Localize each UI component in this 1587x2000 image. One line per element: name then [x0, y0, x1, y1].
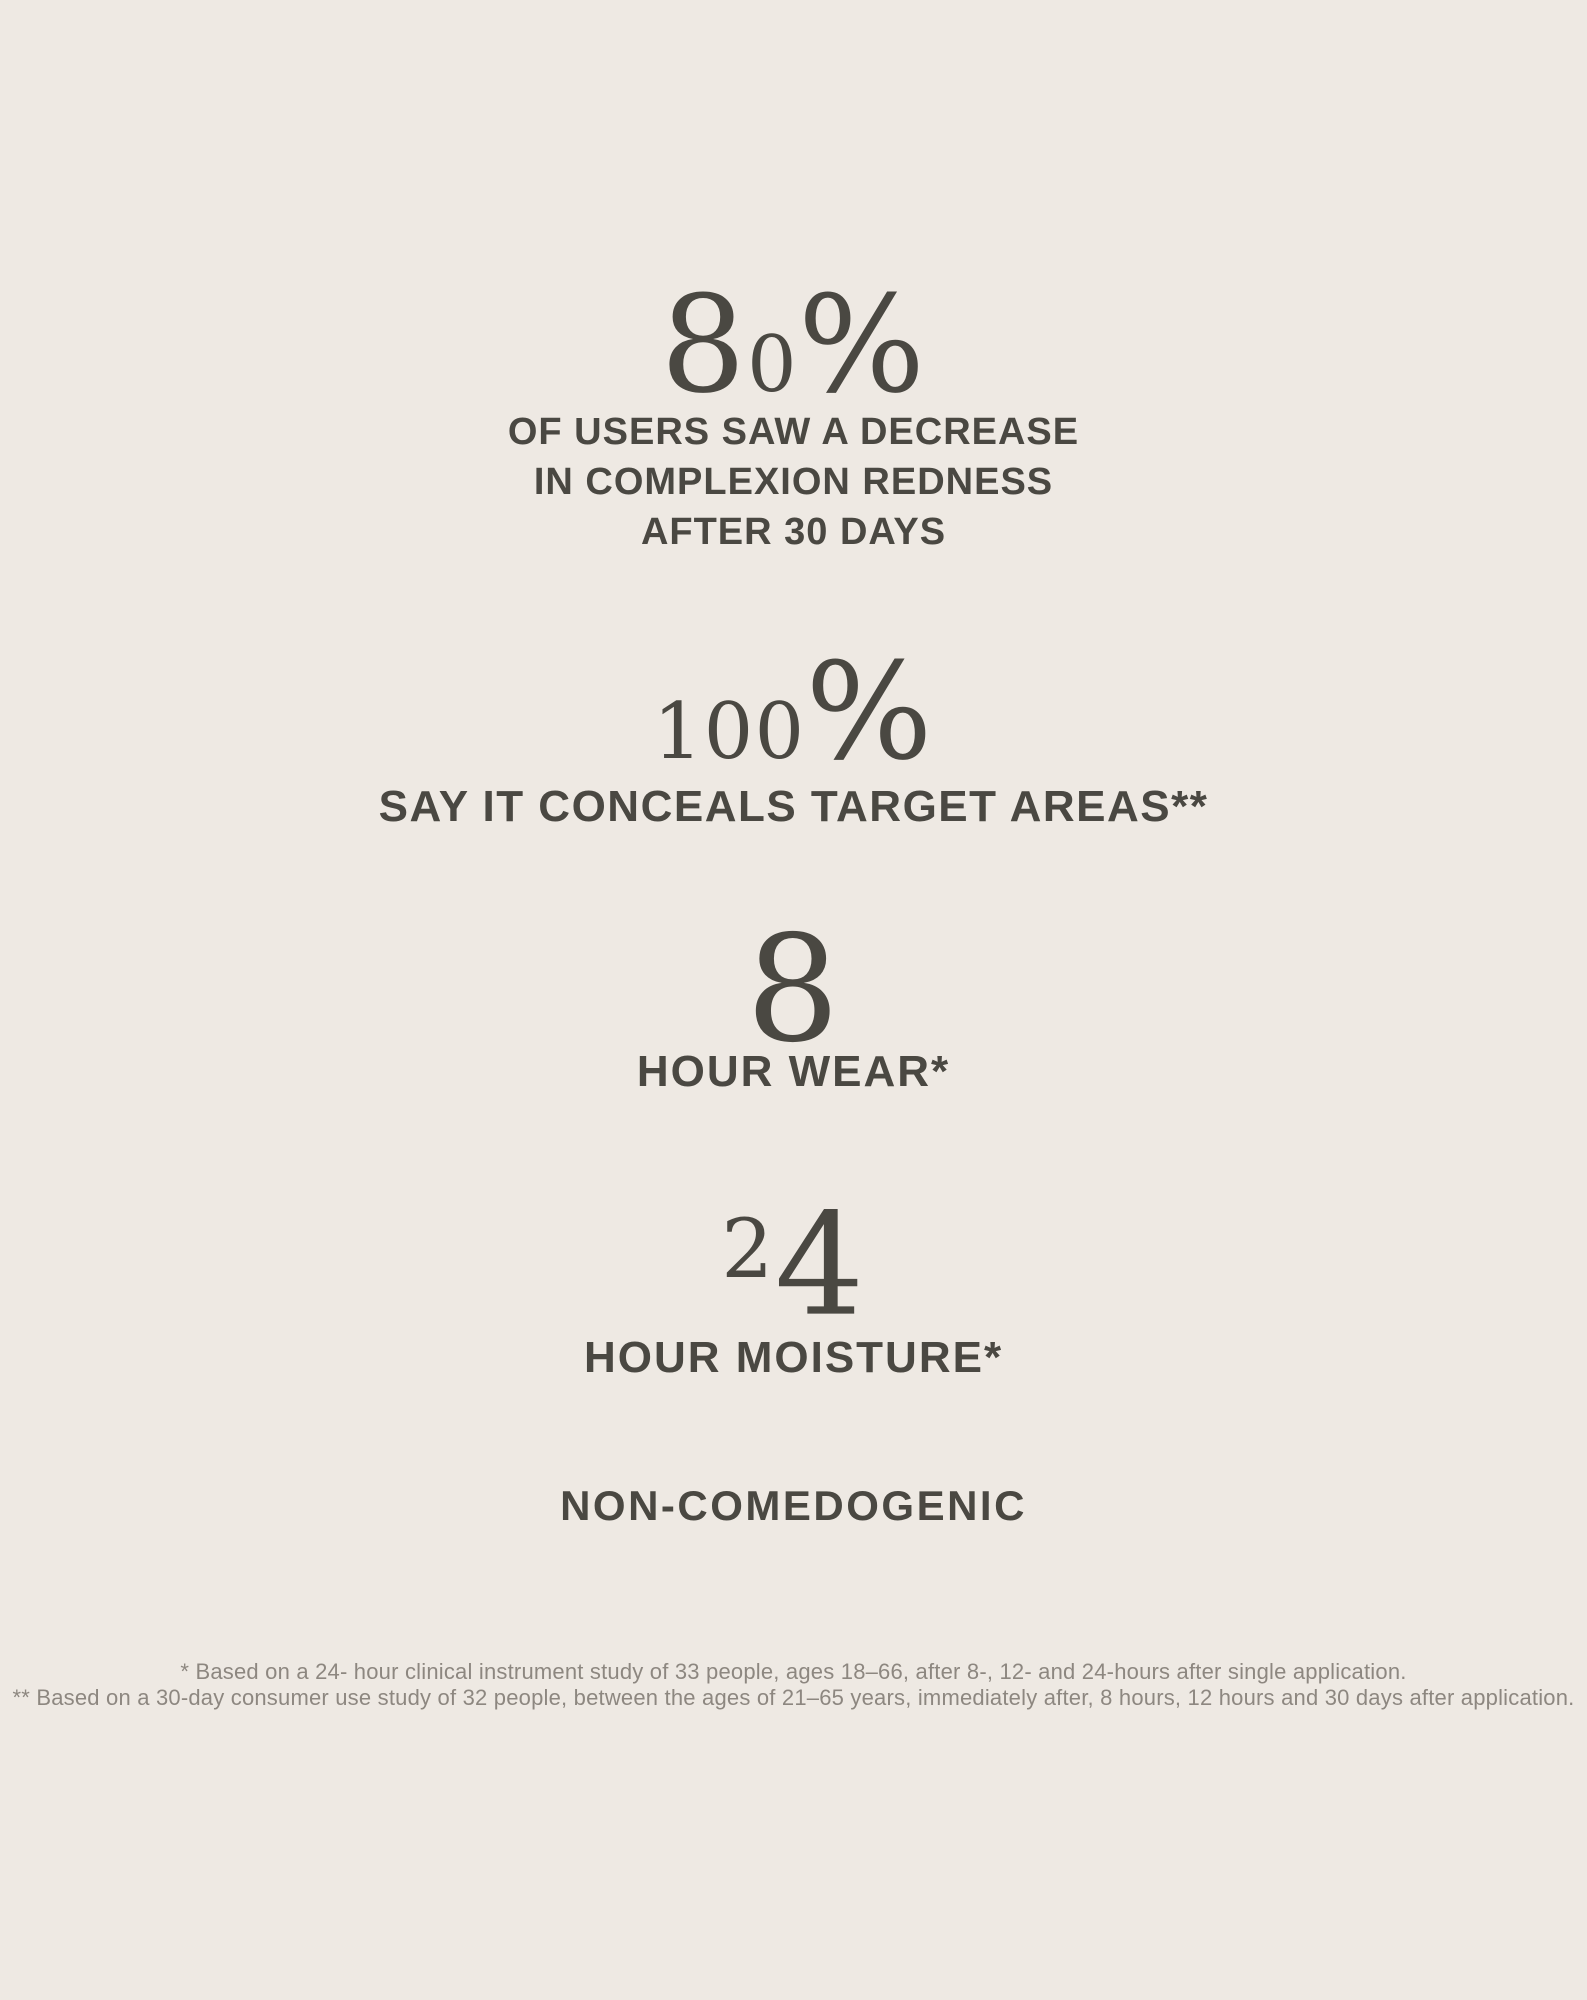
footnotes	[0, 1659, 1587, 1711]
stat-value-hour-moisture: 24	[721, 1183, 866, 1348]
stat-value-hour-wear: 8	[746, 904, 841, 1075]
stat-description-hour-moisture: HOUR MOISTURE*	[583, 1333, 1004, 1382]
stat-value-conceals: 100%	[652, 634, 935, 790]
footnote-consumer-use-study: ** Based on a 30-day consumer use study of 32 people, between the ages of 21–65 years, immediately after, 8 hours, 12 hours and 30 days after application.	[12, 1685, 1575, 1710]
stat-description-redness	[0, 407, 1587, 557]
non-comedogenic-claim: NON-COMEDOGENIC	[560, 1482, 1027, 1529]
stat-description-line: OF USERS SAW A DECREASE	[507, 411, 1080, 453]
footnote-single-application-study: * Based on a 24- hour clinical instrument study of 33 people, ages 18–66, after 8-, 12- and 24-hours after single application.	[180, 1659, 1407, 1684]
stat-description-line: IN COMPLEXION REDNESS	[533, 461, 1054, 503]
stat-description-line: AFTER 30 DAYS	[640, 511, 947, 553]
stat-description-hour-wear: HOUR WEAR*	[636, 1047, 951, 1096]
stat-value-redness: 80%	[660, 267, 927, 423]
stat-description-conceals: SAY IT CONCEALS TARGET AREAS**	[378, 782, 1209, 831]
